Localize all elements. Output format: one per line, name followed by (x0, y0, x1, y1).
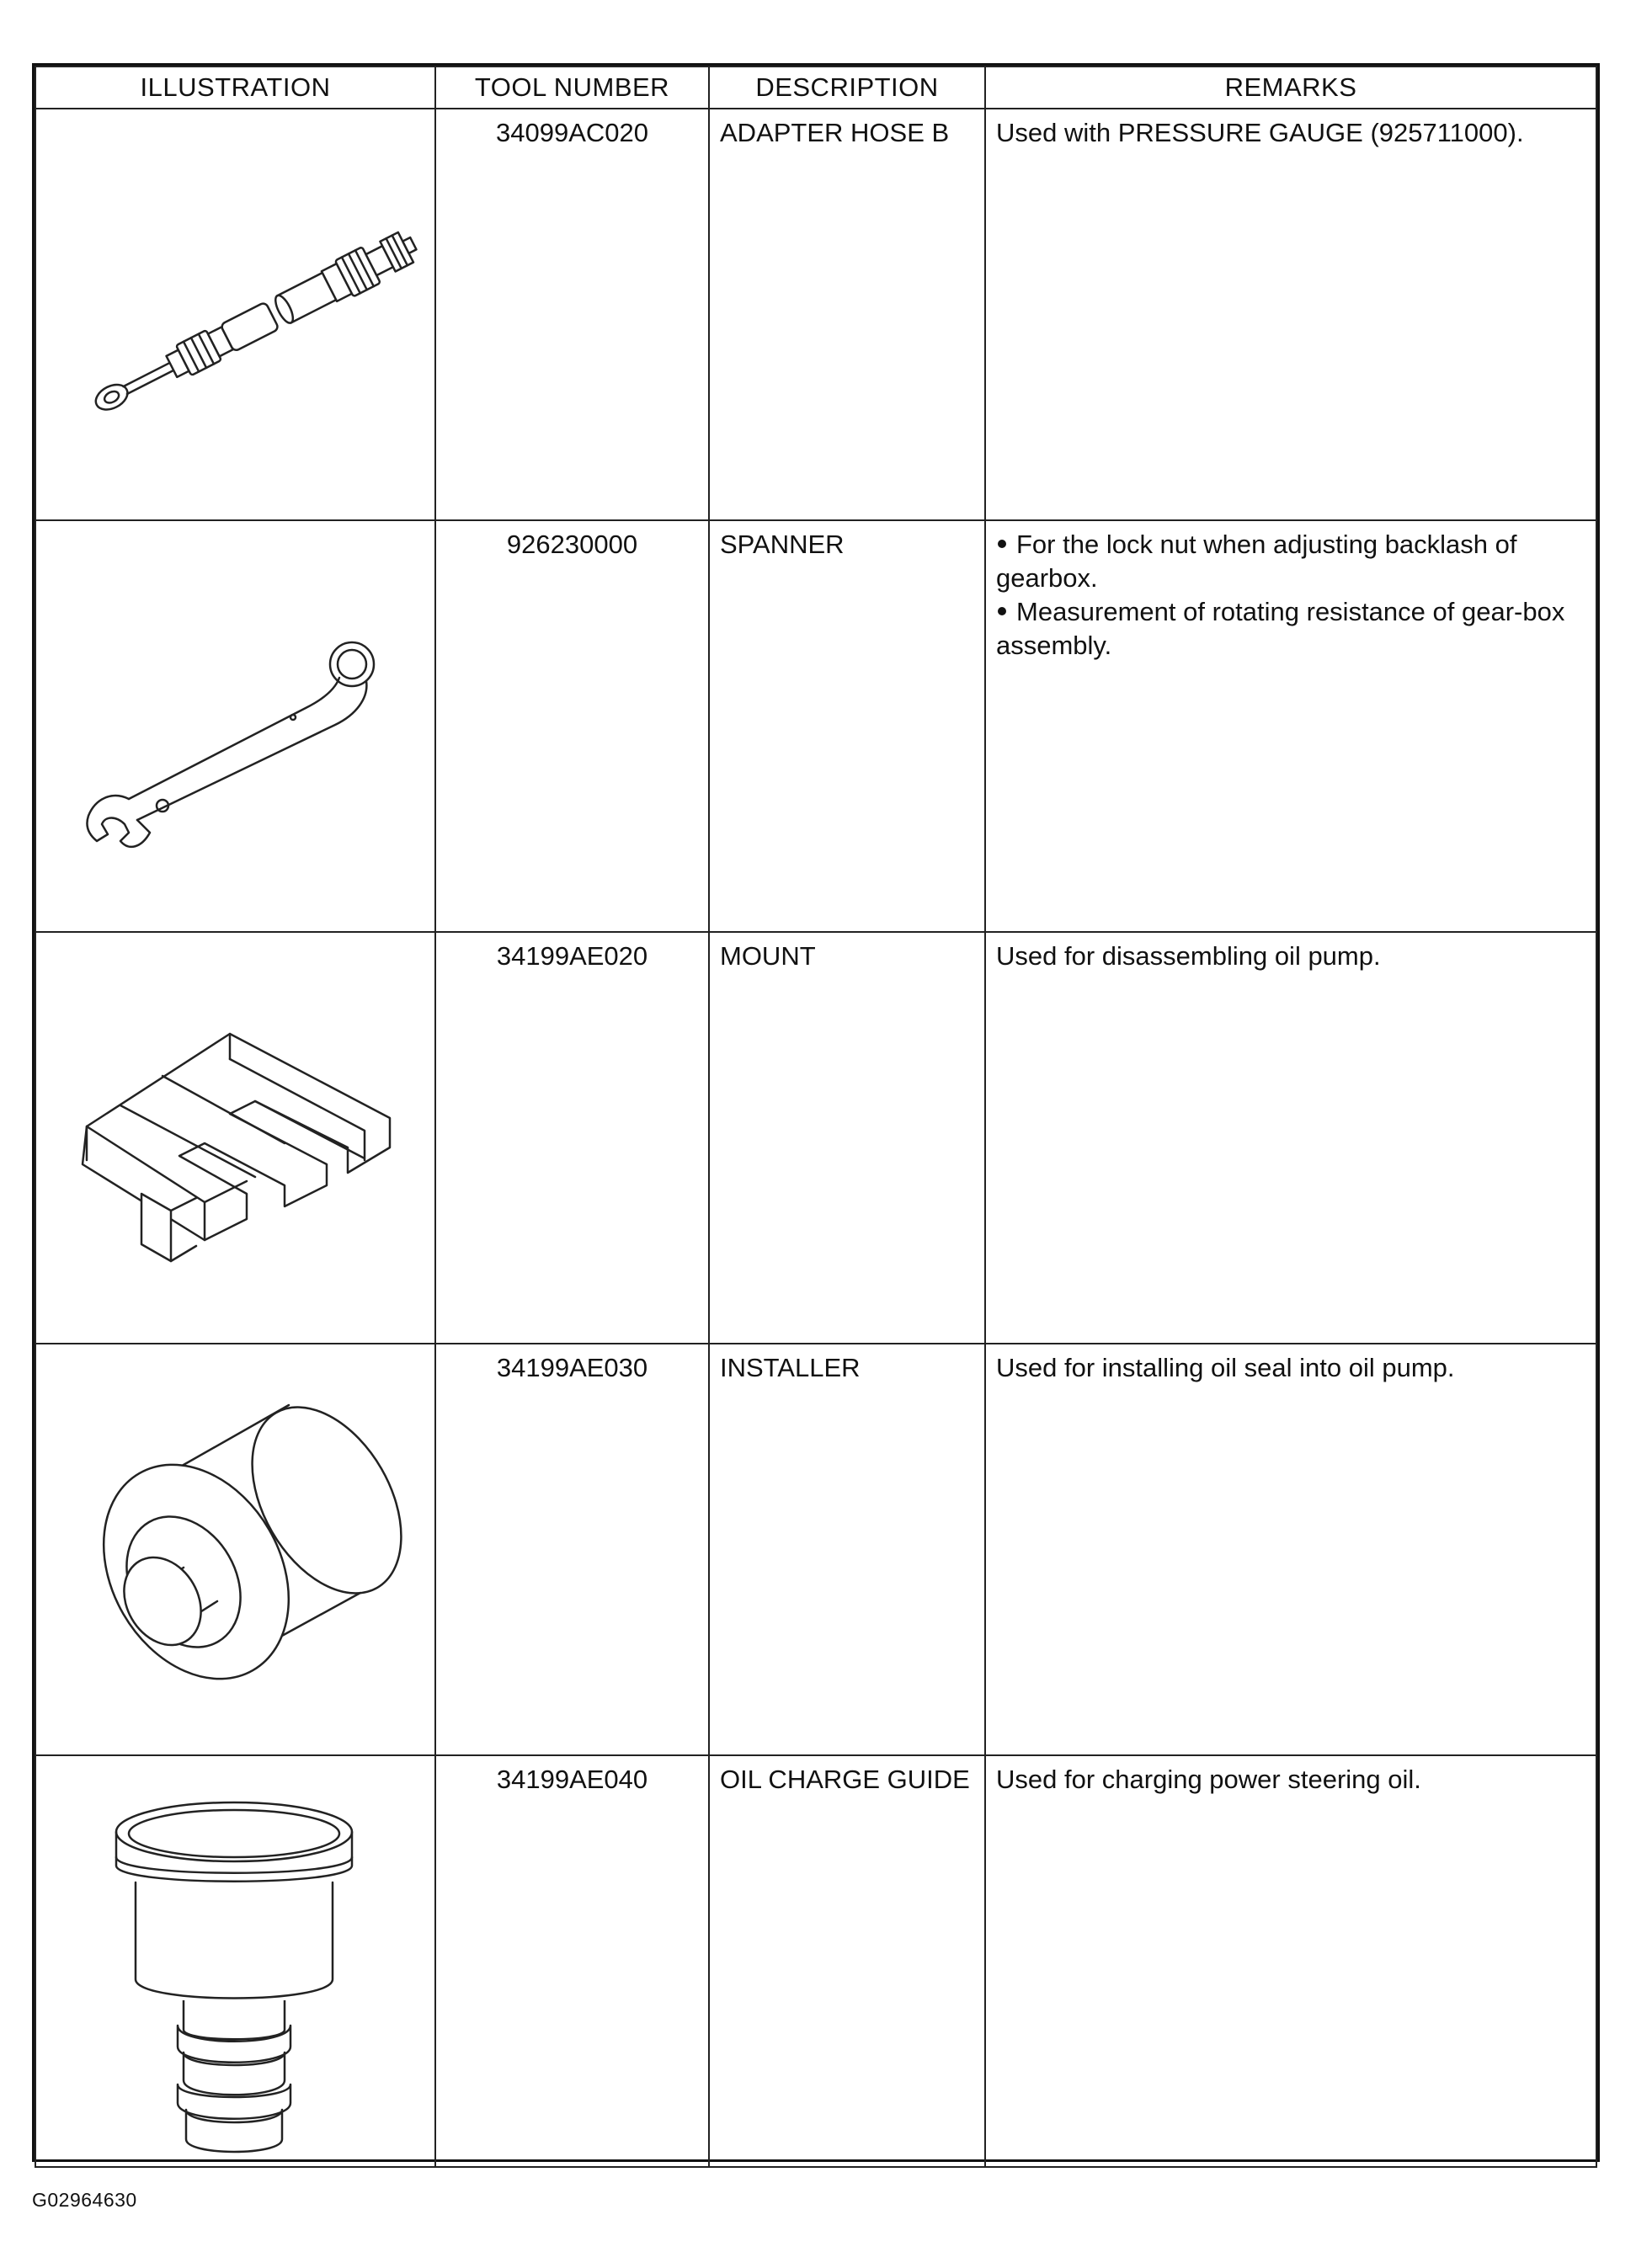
description-cell: SPANNER (709, 520, 985, 932)
header-remarks: REMARKS (985, 67, 1596, 109)
illustration-cell (35, 109, 435, 520)
bullet-icon (998, 607, 1006, 615)
tool-number-cell: 34199AE020 (435, 932, 709, 1344)
remarks-cell (985, 1755, 1596, 2167)
adapter-hose-icon (36, 109, 436, 519)
remarks-cell (985, 109, 1596, 520)
table-row (35, 520, 1596, 932)
remarks-cell (985, 520, 1596, 932)
special-tools-table (35, 66, 1597, 2168)
description-cell: ADAPTER HOSE B (709, 109, 985, 520)
table-header-row (35, 67, 1596, 109)
remark-text: Used for charging power steering oil. (996, 1765, 1421, 1794)
illustration-cell (35, 1344, 435, 1755)
bullet-icon (998, 540, 1006, 548)
header-illustration: ILLUSTRATION (35, 67, 435, 109)
remark-text: Used for installing oil seal into oil pump. (996, 1353, 1455, 1382)
remarks-cell (985, 932, 1596, 1344)
remark-item (996, 595, 1579, 663)
description-cell: INSTALLER (709, 1344, 985, 1755)
table-row (35, 932, 1596, 1344)
oil-charge-guide-icon (36, 1756, 436, 2166)
mount-icon (36, 933, 436, 1343)
remark-text: Used for disassembling oil pump. (996, 941, 1381, 971)
tool-number-cell: 34199AE040 (435, 1755, 709, 2167)
description-cell: OIL CHARGE GUIDE (709, 1755, 985, 2167)
tool-number-cell: 926230000 (435, 520, 709, 932)
spanner-icon (36, 521, 436, 931)
installer-icon (36, 1344, 436, 1754)
header-tool-number: TOOL NUMBER (435, 67, 709, 109)
header-description: DESCRIPTION (709, 67, 985, 109)
table-row (35, 1344, 1596, 1755)
description-cell: MOUNT (709, 932, 985, 1344)
table-row (35, 109, 1596, 520)
remark-text: For the lock nut when adjusting backlash of gearbox. (996, 530, 1517, 593)
illustration-cell (35, 520, 435, 932)
remark-item (996, 528, 1579, 595)
remark-text: Used with PRESSURE GAUGE (925711000). (996, 118, 1524, 147)
tool-number-cell: 34199AE030 (435, 1344, 709, 1755)
illustration-cell (35, 932, 435, 1344)
special-tools-table-frame (32, 63, 1600, 2162)
illustration-cell (35, 1755, 435, 2167)
table-row (35, 1755, 1596, 2167)
figure-id: G02964630 (32, 2189, 137, 2211)
tool-number-cell: 34099AC020 (435, 109, 709, 520)
remark-text: Measurement of rotating resistance of gear-box assembly. (996, 597, 1565, 660)
remarks-cell (985, 1344, 1596, 1755)
